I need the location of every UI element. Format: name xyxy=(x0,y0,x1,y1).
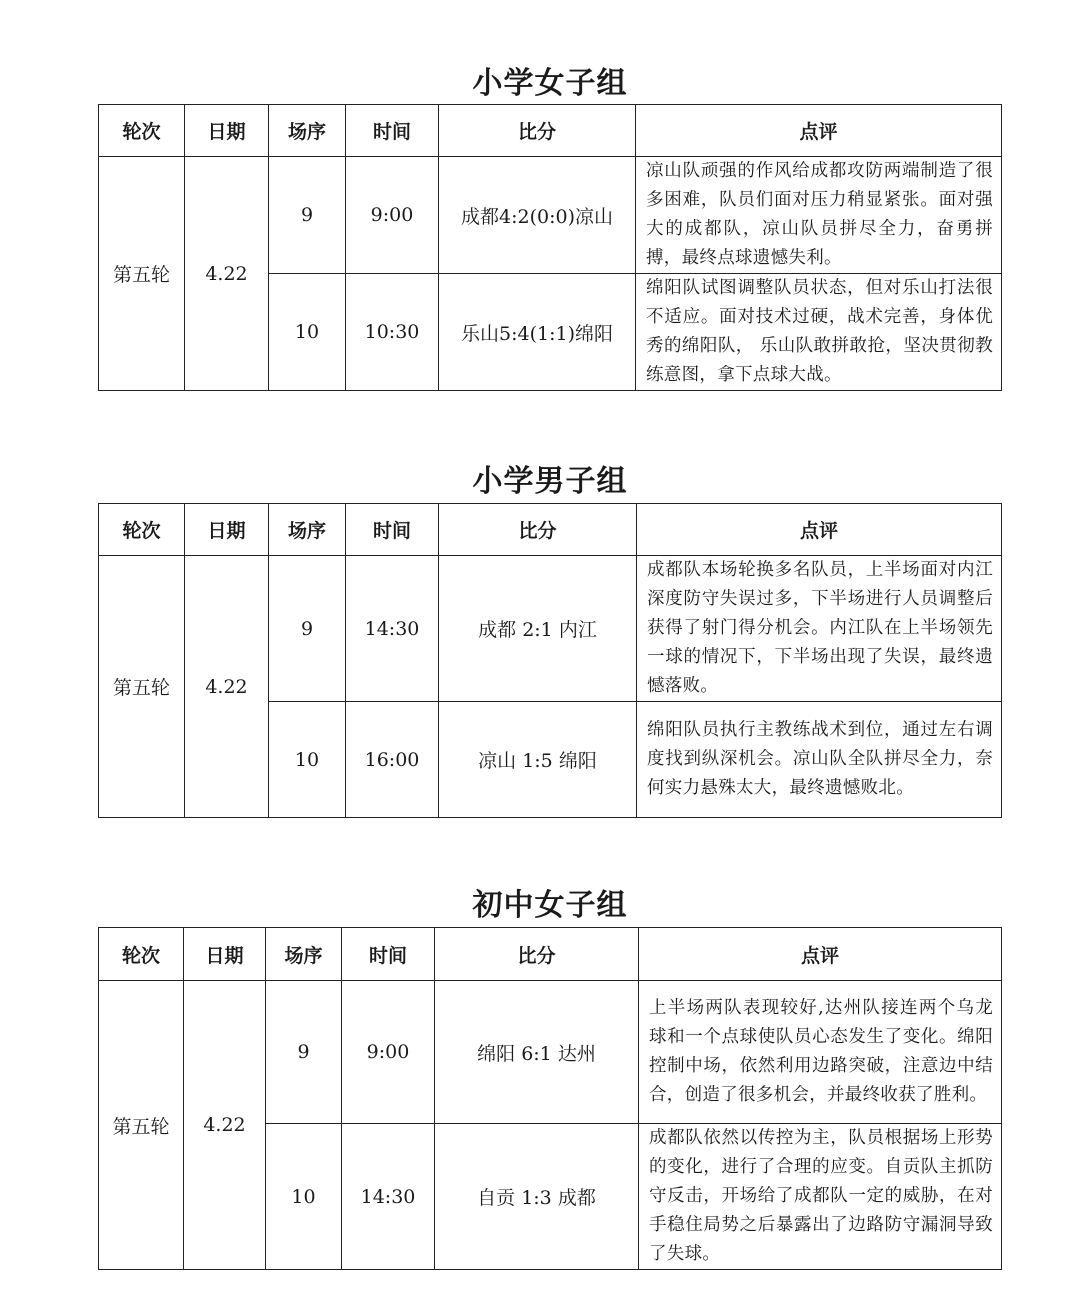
header-date: 日期 xyxy=(185,105,269,157)
score-cell: 绵阳 6:1 达州 xyxy=(435,981,639,1124)
header-time: 时间 xyxy=(342,928,435,981)
comment-cell: 成都队依然以传控为主，队员根据场上形势的变化，进行了合理的应变。自贡队主抓防守反击，开场给了成都队一定的威胁，在对手稳住局势之后暴露出了边路防守漏洞导致了失球。 xyxy=(639,1124,1002,1270)
header-comment: 点评 xyxy=(639,928,1002,981)
section-title: 初中女子组 xyxy=(472,888,628,923)
section-title: 小学男子组 xyxy=(472,464,628,499)
header-row xyxy=(99,504,1002,556)
header-row xyxy=(99,928,1002,981)
comment-cell: 绵阳队试图调整队员状态，但对乐山打法很不适应。面对技术过硬，战术完善，身体优秀的绵阳队， 乐山队敢拼敢抢，坚决贯彻教练意图，拿下点球大战。 xyxy=(636,274,1002,391)
section-primary-girls xyxy=(98,58,1002,385)
header-time: 时间 xyxy=(346,105,439,157)
header-time: 时间 xyxy=(346,504,439,556)
date-cell: 4.22 xyxy=(185,157,269,391)
match-no-cell: 10 xyxy=(269,702,346,818)
header-round: 轮次 xyxy=(99,928,184,981)
match-no-cell: 10 xyxy=(269,274,346,391)
time-cell: 14:30 xyxy=(342,1124,435,1270)
time-cell: 9:00 xyxy=(346,157,439,274)
match-no-cell: 9 xyxy=(269,157,346,274)
header-comment: 点评 xyxy=(637,504,1002,556)
header-date: 日期 xyxy=(184,928,266,981)
score-cell: 乐山5:4(1:1)绵阳 xyxy=(439,274,636,391)
comment-cell: 凉山队顽强的作风给成都攻防两端制造了很多困难，队员们面对压力稍显紧张。面对强大的成都队，凉山队员拼尽全力，奋勇拼搏，最终点球遗憾失利。 xyxy=(636,157,1002,274)
header-match-no: 场序 xyxy=(269,504,346,556)
header-row xyxy=(99,105,1002,157)
section-junior-girls xyxy=(98,880,1002,1264)
time-cell: 10:30 xyxy=(346,274,439,391)
score-cell: 成都4:2(0:0)凉山 xyxy=(439,157,636,274)
section-primary-boys xyxy=(98,456,1002,798)
header-round: 轮次 xyxy=(99,504,185,556)
round-cell: 第五轮 xyxy=(99,556,185,818)
header-match-no: 场序 xyxy=(269,105,346,157)
table-row xyxy=(99,556,1002,702)
match-no-cell: 9 xyxy=(269,556,346,702)
time-cell: 9:00 xyxy=(342,981,435,1124)
header-score: 比分 xyxy=(439,105,636,157)
header-match-no: 场序 xyxy=(266,928,342,981)
results-table xyxy=(98,503,1002,818)
table-row xyxy=(99,981,1002,1124)
date-cell: 4.22 xyxy=(184,981,266,1270)
score-cell: 自贡 1:3 成都 xyxy=(435,1124,639,1270)
round-cell: 第五轮 xyxy=(99,157,185,391)
time-cell: 16:00 xyxy=(346,702,439,818)
comment-cell: 成都队本场轮换多名队员，上半场面对内江深度防守失误过多，下半场进行人员调整后获得了射门得分机会。内江队在上半场领先一球的情况下，下半场出现了失误，最终遗憾落败。 xyxy=(637,556,1002,702)
score-cell: 成都 2:1 内江 xyxy=(439,556,637,702)
date-cell: 4.22 xyxy=(185,556,269,818)
results-table xyxy=(98,927,1002,1270)
match-no-cell: 9 xyxy=(266,981,342,1124)
comment-cell: 上半场两队表现较好,达州队接连两个乌龙球和一个点球使队员心态发生了变化。绵阳控制中场，依然利用边路突破，注意边中结合，创造了很多机会，并最终收获了胜利。 xyxy=(639,981,1002,1124)
time-cell: 14:30 xyxy=(346,556,439,702)
header-score: 比分 xyxy=(435,928,639,981)
section-title: 小学女子组 xyxy=(472,66,628,101)
header-round: 轮次 xyxy=(99,105,185,157)
table-row xyxy=(99,157,1002,274)
header-date: 日期 xyxy=(185,504,269,556)
results-table xyxy=(98,104,1002,391)
round-cell: 第五轮 xyxy=(99,981,184,1270)
comment-cell: 绵阳队员执行主教练战术到位，通过左右调度找到纵深机会。凉山队全队拼尽全力，奈何实力悬殊太大，最终遗憾败北。 xyxy=(637,702,1002,818)
score-cell: 凉山 1:5 绵阳 xyxy=(439,702,637,818)
match-no-cell: 10 xyxy=(266,1124,342,1270)
header-score: 比分 xyxy=(439,504,637,556)
header-comment: 点评 xyxy=(636,105,1002,157)
